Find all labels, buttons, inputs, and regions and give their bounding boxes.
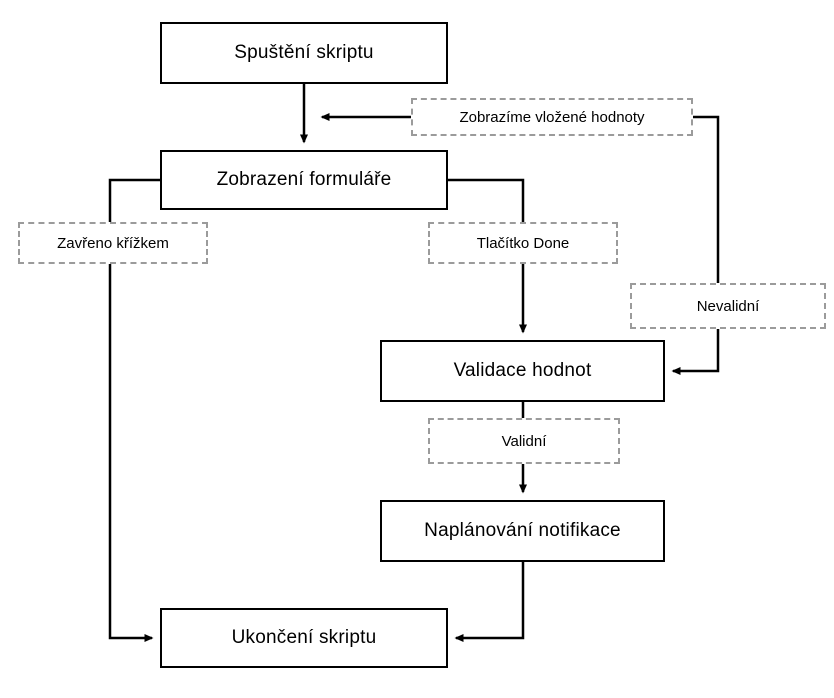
edge-label-invalid-text: Nevalidní	[696, 297, 760, 315]
node-schedule	[380, 500, 665, 562]
edge-label-closed-x	[18, 222, 208, 264]
node-end	[160, 608, 448, 668]
node-schedule-label: Naplánování notifikace	[424, 520, 621, 541]
edge-label-show-values-text: Zobrazíme vložené hodnoty	[459, 108, 645, 126]
node-form	[160, 150, 448, 210]
edge-label-closed-x-text: Zavřeno křížkem	[57, 234, 169, 252]
node-validate	[380, 340, 665, 402]
node-validate-label: Validace hodnot	[453, 360, 592, 381]
edge-schedule-to-end	[456, 562, 523, 638]
edge-label-done-button	[428, 222, 618, 264]
node-start-label: Spuštění skriptu	[234, 42, 374, 63]
node-form-label: Zobrazení formuláře	[216, 169, 392, 190]
edge-label-valid-text: Validní	[501, 432, 547, 450]
node-start	[160, 22, 448, 84]
edge-label-invalid	[630, 283, 826, 329]
edge-label-done-button-text: Tlačítko Done	[476, 234, 570, 252]
node-end-label: Ukončení skriptu	[231, 627, 377, 648]
edge-invalid-loop	[673, 117, 718, 371]
edge-label-show-values	[411, 98, 693, 136]
edge-label-valid	[428, 418, 620, 464]
